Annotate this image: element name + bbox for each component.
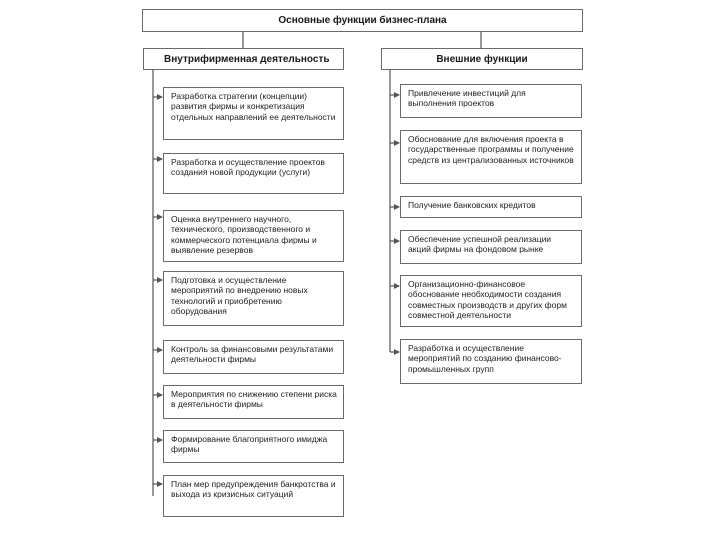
external-item-1: Привлечение инвестиций для выполнения проектов (400, 84, 582, 118)
diagram-title: Основные функции бизнес-плана (142, 9, 583, 32)
external-item-4: Обеспечение успешной реализации акций фирмы на фондовом рынке (400, 230, 582, 264)
internal-item-6: Мероприятия по снижению степени риска в деятельности фирмы (163, 385, 344, 419)
internal-item-1: Разработка стратегии (концепции) развития фирмы и конкретизация отдельных направлений ее деятельности (163, 87, 344, 140)
external-functions-header: Внешние функции (381, 48, 583, 70)
internal-item-3: Оценка внутреннего научного, технического, производственного и коммерческого потенциала фирмы и выявление резервов (163, 210, 344, 262)
internal-activities-header: Внутрифирменная деятельность (143, 48, 344, 70)
internal-item-2: Разработка и осуществление проектов создания новой продукции (услуги) (163, 153, 344, 194)
external-item-2: Обоснование для включения проекта в государственные программы и получение средств из централизованных источников (400, 130, 582, 184)
external-item-3: Получение банковских кредитов (400, 196, 582, 218)
internal-item-8: План мер предупреждения банкротства и выхода из кризисных ситуаций (163, 475, 344, 517)
internal-item-4: Подготовка и осуществление мероприятий по внедрению новых технологий и приобретению оборудования (163, 271, 344, 326)
external-item-6: Разработка и осуществление мероприятий по созданию финансово-промышленных групп (400, 339, 582, 384)
external-item-5: Организационно-финансовое обоснование необходимости создания совместных производств и других форм совместной деятельности (400, 275, 582, 327)
internal-item-7: Формирование благоприятного имиджа фирмы (163, 430, 344, 463)
internal-item-5: Контроль за финансовыми результатами деятельности фирмы (163, 340, 344, 374)
